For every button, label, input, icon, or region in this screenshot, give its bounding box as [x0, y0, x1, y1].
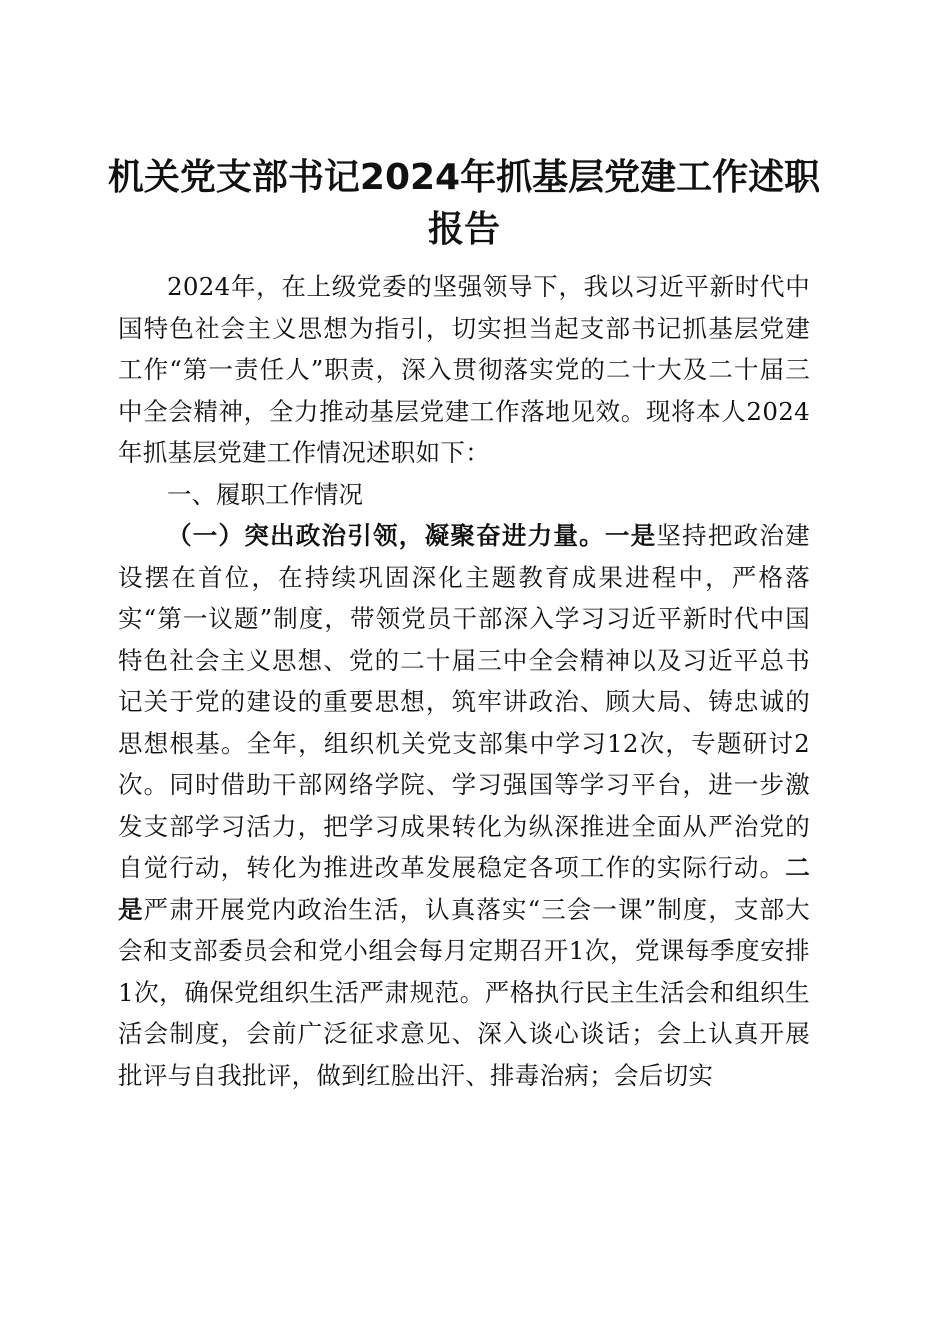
point-text-2: 严肃开展党内政治生活，认真落实“三会一课”制度，支部大会和支部委员会和党小组会每月定期召开1次，党课每季度安排1次，确保党组织生活严肃规范。严格执行民主生活会和组织生活会制度，会前广泛征求意见、深入谈心谈话；会上认真开展批评与自我批评，做到红脸出汗、排毒治病；会后切实 [118, 894, 810, 1090]
document-page [107, 152, 821, 1096]
document-title [100, 152, 828, 256]
title-line-2: 报告 [427, 209, 500, 250]
body-paragraph-1 [118, 515, 810, 1096]
title-line-1: 机关党支部书记2024年抓基层党建工作述职 [107, 157, 821, 198]
subsection-heading-1: （一）突出政治引领，凝聚奋进力量。 [167, 521, 605, 550]
point-text-1: 坚持把政治建设摆在首位，在持续巩固深化主题教育成果进程中，严格落实“第一议题”制度，带领党员干部深入学习习近平新时代中国特色社会主义思想、党的二十届三中全会精神以及习近平总书记关于党的建设的重要思想，筑牢讲政治、顾大局、铸忠诚的思想根基。全年，组织机关党支部集中学习12次，专题研讨2次。同时借助干部网络学院、学习强国等学习平台，进一步激发支部学习活力，把学习成果转化为纵深推进全面从严治党的自觉行动，转化为推进改革发展稳定各项工作的实际行动。 [118, 521, 810, 882]
intro-paragraph: 2024年，在上级党委的坚强领导下，我以习近平新时代中国特色社会主义思想为指引，切实担当起支部书记抓基层党建工作“第一责任人”职责，深入贯彻落实党的二十大及二十届三中全会精神，全力推动基层党建工作落地见效。现将本人2024年抓基层党建工作情况述职如下： [118, 272, 810, 467]
section-heading-1: 一、履职工作情况 [167, 479, 363, 509]
point-label-1: 一是 [604, 521, 657, 550]
point-label-2: 二是 [118, 853, 810, 924]
